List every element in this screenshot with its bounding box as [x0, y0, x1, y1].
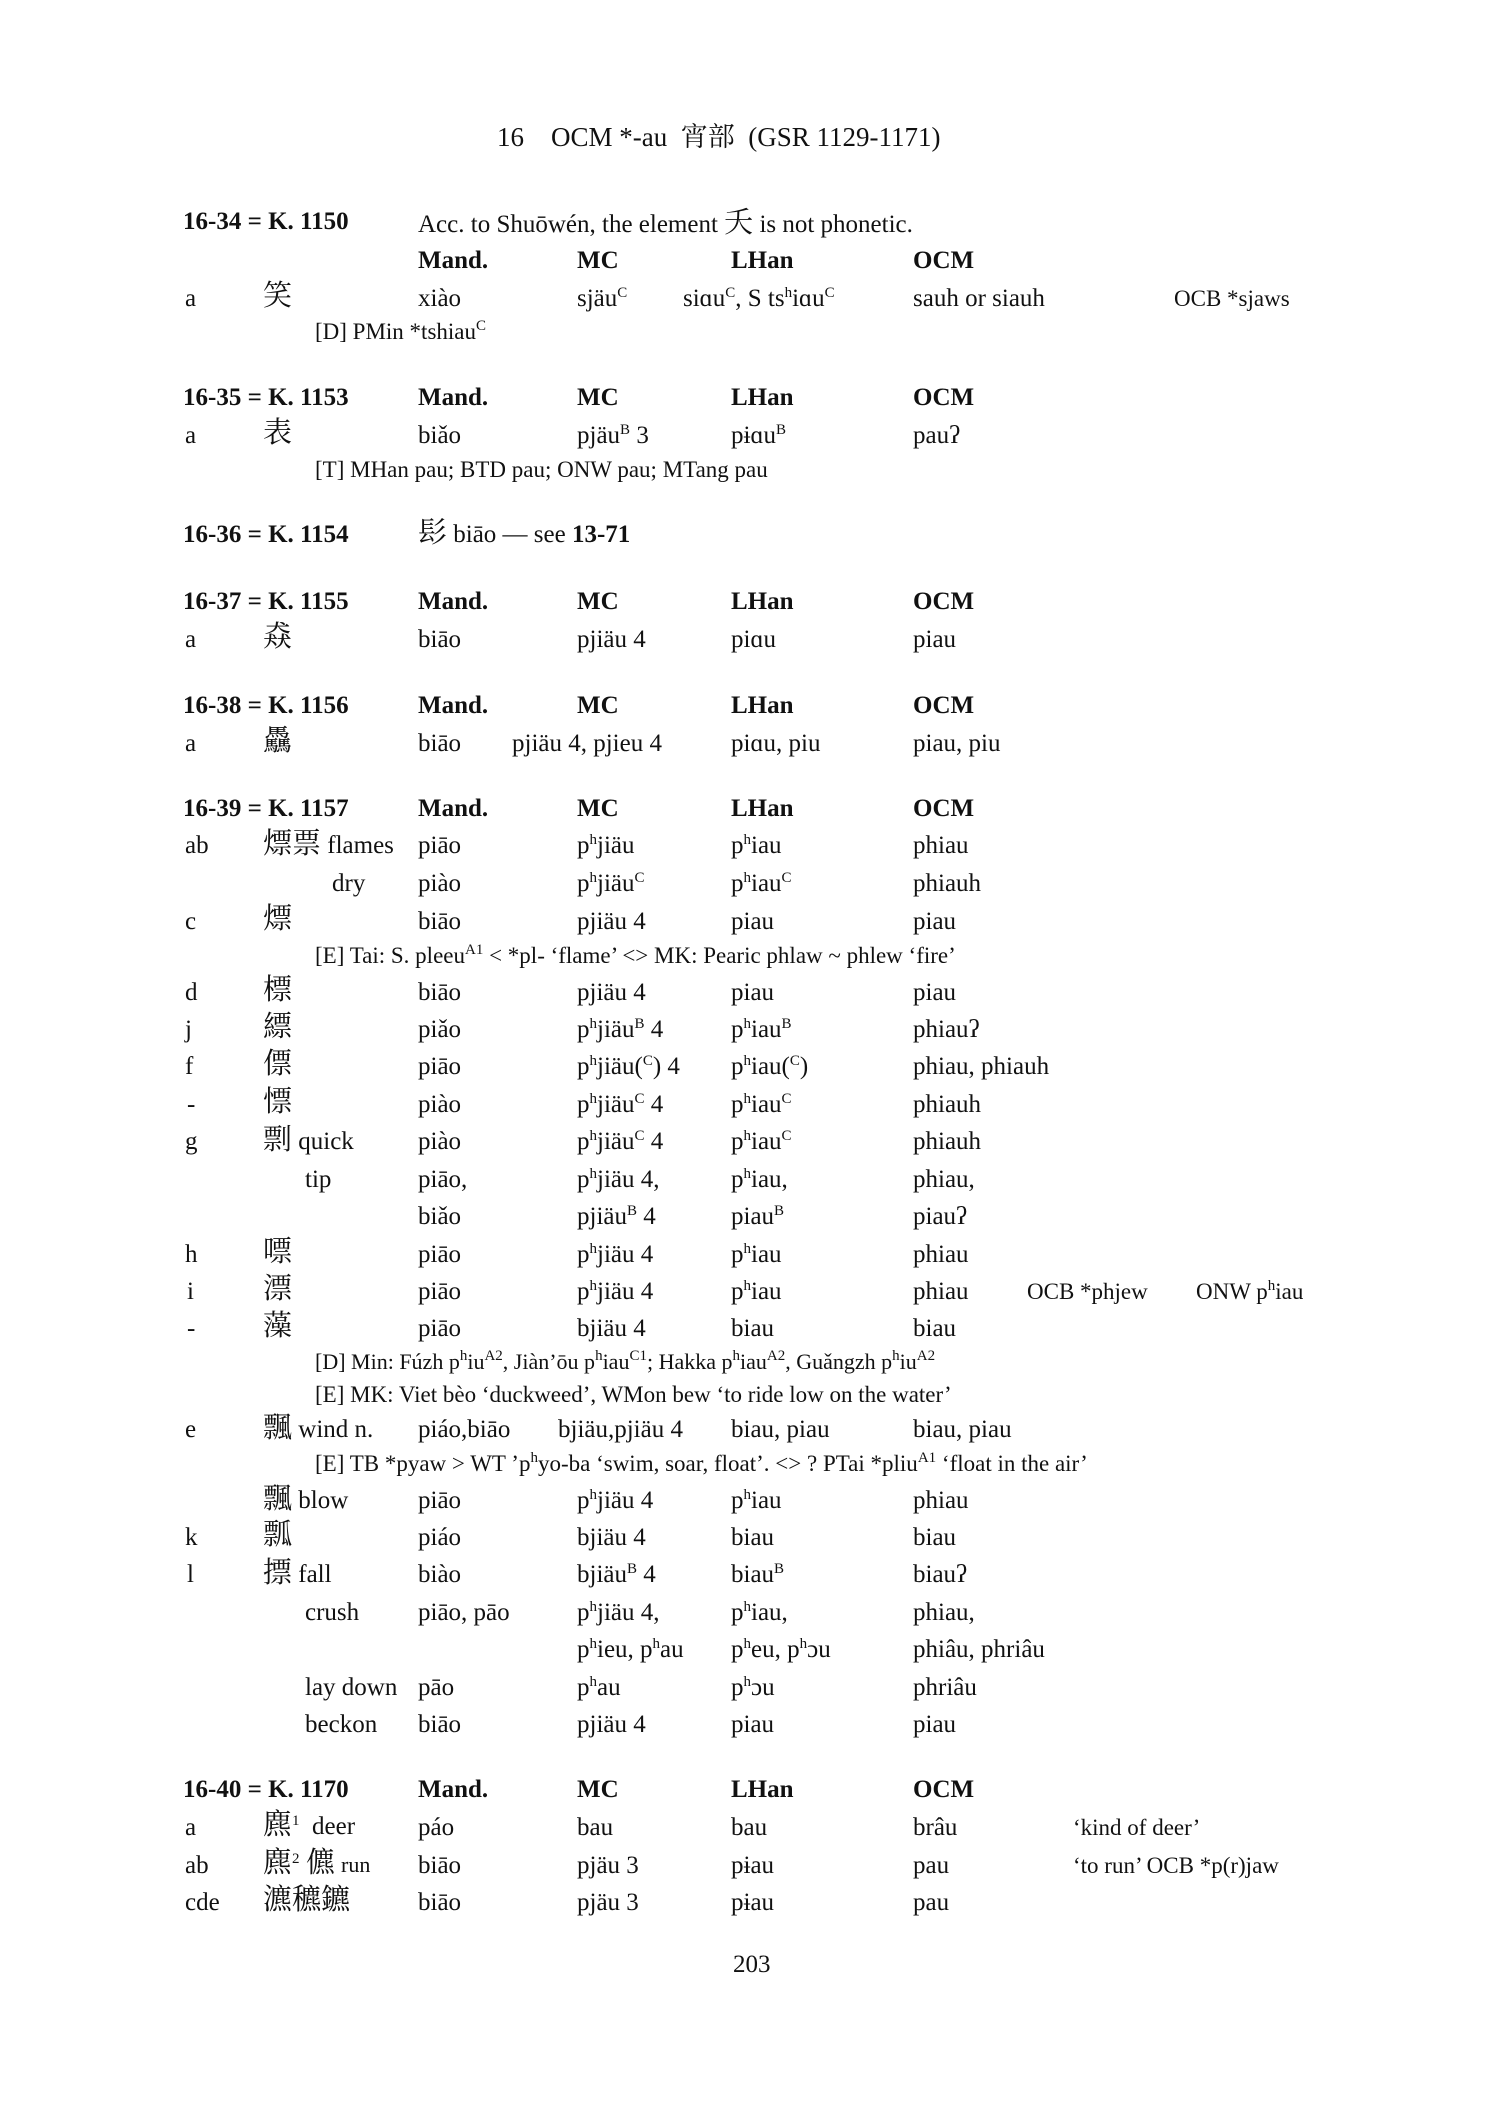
row-mand: biào	[418, 1561, 462, 1588]
col-mand: Mand.	[418, 1776, 489, 1803]
row-gloss: crush	[305, 1599, 360, 1626]
row-letter: a	[185, 730, 197, 757]
row-ocm: piau	[913, 626, 957, 653]
row-gloss: lay down	[305, 1674, 398, 1701]
row-letter: a	[185, 422, 197, 449]
row-lhan: biau, piau	[731, 1416, 830, 1443]
col-ocm: OCM	[913, 384, 975, 411]
row-ocm: phiau,	[913, 1166, 975, 1193]
row-mand: biǎo	[418, 422, 462, 449]
row-mand: piāo, pāo	[418, 1599, 510, 1626]
row-letter: ab	[185, 1852, 209, 1879]
row-mc: pjiäu 4	[577, 626, 646, 653]
row-char-gloss: 飄 blow	[263, 1481, 349, 1515]
row-ocm: sauh or siauh	[913, 285, 1045, 312]
row-mc: pjiäu 4	[577, 908, 646, 935]
row-char: 瓢	[263, 1517, 293, 1551]
col-lhan: LHan	[731, 247, 794, 274]
row-ocm: phiau,	[913, 1599, 975, 1626]
row-ocm: biauʔ	[913, 1561, 968, 1588]
row-char-gloss: 熛票 flames	[263, 826, 394, 860]
row-ocm: brâu	[913, 1814, 958, 1841]
row-mand: piáo,biāo	[418, 1416, 511, 1443]
row-ocm: phiauh	[913, 870, 982, 897]
row-ocm: piau, piu	[913, 730, 1001, 757]
row-mand: piāo	[418, 1278, 462, 1305]
row-mc: $p^hjiäu^B$ 4	[577, 1016, 664, 1043]
row-lhan: biau	[731, 1315, 775, 1342]
row-lhan: $p^hiau$	[731, 1278, 782, 1305]
row-lhan: pɨau	[731, 1889, 775, 1916]
row-lhan: $p^hɔu$	[731, 1674, 775, 1701]
row-letter: c	[185, 908, 197, 935]
row-mc: $p^hjiäu$ 4,	[577, 1599, 660, 1626]
row-mc: $p^hau$	[577, 1674, 621, 1701]
col-lhan: LHan	[731, 384, 794, 411]
row-mand: biāo	[418, 908, 462, 935]
row-ocm: phiau, phiauh	[913, 1053, 1050, 1080]
row-extra: ‘kind of deer’	[1073, 1815, 1201, 1840]
row-lhan: siɑu$^C$, S $ts^hiɑu^C$	[683, 285, 835, 312]
col-lhan: LHan	[731, 692, 794, 719]
entry-id-16-35: 16-35 = K. 1153	[183, 384, 349, 411]
row-ocm: piau	[913, 979, 957, 1006]
col-ocm: OCM	[913, 692, 975, 719]
row-char-gloss: 麃$^2$ 儦 run	[263, 1845, 371, 1879]
row-ocm: piauʔ	[913, 1203, 968, 1230]
row-mand: piāo	[418, 832, 462, 859]
col-mc: MC	[577, 692, 619, 719]
row-ocm: phiauʔ	[913, 1016, 980, 1043]
row-letter: l	[187, 1561, 194, 1588]
row-letter: ab	[185, 832, 209, 859]
row-char: 嘌	[263, 1234, 293, 1268]
row-lhan: biau$^B$	[731, 1561, 785, 1588]
row-lhan: $p^hiau(^C)$	[731, 1053, 809, 1080]
row-ocm: piau	[913, 1711, 957, 1738]
row-mand: biāo	[418, 1711, 462, 1738]
row-mc: bau	[577, 1814, 614, 1841]
row-mc: $p^hjiäu$ 4	[577, 1278, 654, 1305]
col-mc: MC	[577, 247, 619, 274]
etymology-note: [E] Tai: S. pleeu$^{A1}$ < *pl- ‘flame’ <> MK: Pearic phlaw ~ phlew ‘fire’	[315, 942, 956, 968]
row-lhan: $p^hiau^C$	[731, 1091, 792, 1118]
row-mc: pjiäu 4	[577, 1711, 646, 1738]
row-mand: piào	[418, 870, 462, 897]
row-letter: k	[185, 1524, 198, 1551]
row-mand: piāo	[418, 1053, 462, 1080]
row-ocm: phiau	[913, 1278, 969, 1305]
row-mc: bjiäu$^B$ 4	[577, 1561, 656, 1588]
row-lhan: piɑu, piu	[731, 730, 821, 757]
row-ocm: pauʔ	[913, 422, 961, 449]
entry-id-16-36: 16-36 = K. 1154	[183, 521, 349, 548]
row-mc: $p^hjiäu$ 4	[577, 1241, 654, 1268]
row-mand: pāo	[418, 1674, 455, 1701]
col-lhan: LHan	[731, 1776, 794, 1803]
row-letter: cde	[185, 1889, 220, 1916]
col-mc: MC	[577, 795, 619, 822]
row-char: 猋	[263, 619, 293, 653]
row-char: 驫	[263, 723, 293, 757]
dialect-note: [D] Min: Fúzh $p^hiu^{A2}$, Jiàn’ōu $p^hiau^{C1}$; Hakka $p^hiau^{A2}$, Guǎngzh $p^hiu^{A2}$	[315, 1348, 936, 1374]
row-mc: $p^hjiäu^C$ 4	[577, 1128, 664, 1155]
row-mc: pjiäu 4	[577, 979, 646, 1006]
row-mc: $p^hjiäu^C$	[577, 870, 645, 897]
row-mand: páo	[418, 1814, 455, 1841]
row-mand: piáo	[418, 1524, 462, 1551]
row-char: 熛	[263, 901, 293, 935]
cross-reference: 髟 biāo — see 13-71	[418, 515, 631, 549]
page-header	[497, 122, 941, 153]
row-letter: d	[185, 979, 198, 1006]
page-number: 203	[733, 1951, 771, 1978]
row-lhan: piau	[731, 1711, 775, 1738]
row-ocm: biau	[913, 1315, 957, 1342]
row-char: 僄	[263, 1046, 293, 1080]
transcription-note: [T] MHan pau; BTD pau; ONW pau; MTang pau	[315, 457, 768, 482]
col-lhan: LHan	[731, 588, 794, 615]
row-mc: pjäu 3	[577, 1852, 639, 1879]
row-lhan: $p^hiau$,	[731, 1599, 788, 1626]
row-letter: i	[187, 1278, 194, 1305]
row-extra: ‘to run’ OCB *p(r)jaw	[1073, 1853, 1279, 1878]
row-gloss: dry	[332, 870, 366, 897]
row-mc: $p^hjiäu$ 4	[577, 1487, 654, 1514]
row-letter: -	[187, 1091, 196, 1118]
row-lhan: piau	[731, 908, 775, 935]
row-mand: piāo	[418, 1241, 462, 1268]
row-letter: e	[185, 1416, 197, 1443]
row-ocm: phiau	[913, 1487, 969, 1514]
row-lhan: $p^hiau^C$	[731, 870, 792, 897]
header-num: 16	[497, 122, 524, 152]
row-mand: biǎo	[418, 1203, 462, 1230]
row-char: 標	[263, 972, 293, 1006]
col-mand: Mand.	[418, 247, 489, 274]
entry-note-16-34: Acc. to Shuōwén, the element 夭 is not phonetic.	[418, 205, 913, 239]
col-mand: Mand.	[418, 692, 489, 719]
col-ocm: OCM	[913, 795, 975, 822]
row-mand: piào	[418, 1091, 462, 1118]
row-char-gloss: 麃$^1$ deer	[263, 1807, 356, 1841]
row-char: 漂	[263, 1271, 293, 1305]
row-letter: j	[185, 1016, 192, 1043]
header-range: (GSR 1129-1171)	[748, 122, 941, 152]
row-lhan: piɑu	[731, 626, 777, 653]
col-mc: MC	[577, 588, 619, 615]
row-ocm: biau, piau	[913, 1416, 1012, 1443]
row-lhan: $p^heu$, $p^hɔu$	[731, 1636, 831, 1663]
row-lhan: $p^hiau$	[731, 1487, 782, 1514]
row-mc: pjiäu 4, pjieu 4	[512, 730, 662, 757]
header-title: OCM *-au	[551, 122, 668, 152]
row-mc: $p^hjiäu(^C)$ 4	[577, 1053, 680, 1080]
row-mand: piāo	[418, 1487, 462, 1514]
row-lhan: $p^hiau$,	[731, 1166, 788, 1193]
row-lhan: piau$^B$	[731, 1203, 785, 1230]
row-lhan: $p^hiau$	[731, 832, 782, 859]
row-mc: pjäu 3	[577, 1889, 639, 1916]
row-mand: biāo	[418, 979, 462, 1006]
row-ocm: biau	[913, 1524, 957, 1551]
row-mand: xiào	[418, 285, 462, 312]
row-lhan: piau	[731, 979, 775, 1006]
row-mand: biāo	[418, 626, 462, 653]
row-mc: $p^hjiäu$	[577, 832, 635, 859]
col-mc: MC	[577, 1776, 619, 1803]
row-lhan: pɨau	[731, 1852, 775, 1879]
row-extra: ONW $p^hiau$	[1196, 1278, 1304, 1304]
row-letter: h	[185, 1241, 198, 1268]
row-mc: $p^hjiäu^C$ 4	[577, 1091, 664, 1118]
row-ocm: piau	[913, 908, 957, 935]
row-char: 慓	[263, 1084, 293, 1118]
etymology-note: [E] TB *pyaw > WT $’p^hyo-ba$ ‘swim, soar, float’. <> ? PTai *pliu$^{A1}$ ‘float in the air’	[315, 1450, 1088, 1476]
row-char-gloss: 飄 wind n.	[263, 1410, 374, 1444]
row-letter: g	[185, 1128, 198, 1155]
row-mc: bjiäu,pjiäu 4	[558, 1416, 683, 1443]
col-ocm: OCM	[913, 1776, 975, 1803]
row-letter: a	[185, 1814, 197, 1841]
row-char: 縹	[263, 1009, 293, 1043]
row-mand: piāo	[418, 1315, 462, 1342]
entry-id-16-34: 16-34 = K. 1150	[183, 208, 349, 235]
row-mand: piào	[418, 1128, 462, 1155]
row-mand: biāo	[418, 1889, 462, 1916]
entry-id-16-38: 16-38 = K. 1156	[183, 692, 349, 719]
row-letter: -	[187, 1315, 196, 1342]
row-ocm: phiau	[913, 1241, 969, 1268]
row-char-gloss: 摽 fall	[263, 1555, 332, 1589]
row-lhan: bau	[731, 1814, 768, 1841]
row-char: 笑	[263, 278, 293, 312]
row-extra: OCB *sjaws	[1174, 286, 1290, 311]
row-mc: $p^hjiäu$ 4,	[577, 1166, 660, 1193]
row-lhan: $p^hiau^B$	[731, 1016, 792, 1043]
row-mand: biāo	[418, 1852, 462, 1879]
row-gloss: beckon	[305, 1711, 378, 1738]
header-chars: 宵部	[680, 122, 735, 153]
row-char: 瀌穮鑣	[263, 1882, 351, 1916]
entry-id-16-39: 16-39 = K. 1157	[183, 795, 349, 822]
row-char-gloss: 剽 quick	[263, 1122, 354, 1156]
etymology-note: [E] MK: Viet bèo ‘duckweed’, WMon bew ‘to ride low on the water’	[315, 1382, 952, 1407]
row-extra: OCB *phjew	[1027, 1279, 1148, 1304]
row-mand: piāo,	[418, 1166, 468, 1193]
row-mc: bjiäu 4	[577, 1315, 646, 1342]
entry-id-16-40: 16-40 = K. 1170	[183, 1776, 349, 1803]
row-mc: pjiäu$^B$ 4	[577, 1203, 656, 1230]
row-lhan: $p^hiau$	[731, 1241, 782, 1268]
row-mand: piǎo	[418, 1016, 462, 1043]
row-mc: $p^hieu$, $p^hau$	[577, 1636, 684, 1663]
col-ocm: OCM	[913, 588, 975, 615]
row-ocm: phriâu	[913, 1674, 977, 1701]
row-char: 藻	[263, 1308, 293, 1342]
row-letter: a	[185, 626, 197, 653]
row-lhan: pɨɑu$^B$	[731, 422, 787, 449]
row-ocm: pau	[913, 1852, 950, 1879]
row-lhan: $p^hiau^C$	[731, 1128, 792, 1155]
row-mc: sjäu$^C$	[577, 285, 628, 312]
entry-id-16-37: 16-37 = K. 1155	[183, 588, 349, 615]
row-mand: biāo	[418, 730, 462, 757]
row-char: 表	[263, 415, 293, 449]
row-mc: pjäu$^B$ 3	[577, 422, 649, 449]
col-ocm: OCM	[913, 247, 975, 274]
row-ocm: phiau	[913, 832, 969, 859]
row-ocm: pau	[913, 1889, 950, 1916]
row-ocm: phiauh	[913, 1128, 982, 1155]
col-mc: MC	[577, 384, 619, 411]
dialect-note: [D] PMin *tshiau$^C$	[315, 318, 487, 344]
row-lhan: biau	[731, 1524, 775, 1551]
col-lhan: LHan	[731, 795, 794, 822]
row-letter: a	[185, 285, 197, 312]
row-letter: f	[185, 1053, 194, 1080]
row-ocm: phiâu, phriâu	[913, 1636, 1045, 1663]
col-mand: Mand.	[418, 795, 489, 822]
row-mc: bjiäu 4	[577, 1524, 646, 1551]
col-mand: Mand.	[418, 384, 489, 411]
row-gloss: tip	[305, 1166, 332, 1193]
row-ocm: phiauh	[913, 1091, 982, 1118]
col-mand: Mand.	[418, 588, 489, 615]
